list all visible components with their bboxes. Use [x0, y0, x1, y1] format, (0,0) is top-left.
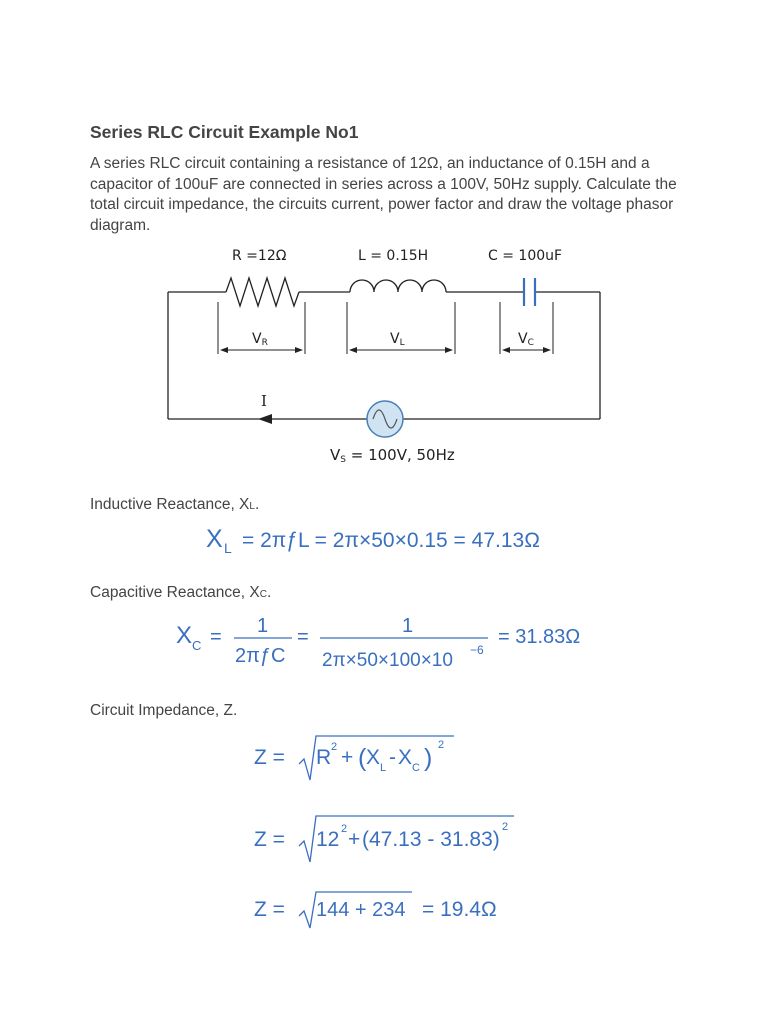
- svg-text:-: -: [389, 746, 396, 769]
- current-label: I: [261, 392, 267, 410]
- xc-equation: [170, 608, 610, 678]
- z-formula: [252, 728, 482, 788]
- svg-text:VR: VR: [252, 331, 268, 348]
- circuit-diagram: [160, 244, 610, 469]
- svg-text:12: 12: [316, 828, 340, 851]
- svg-text:144 + 234: 144 + 234: [316, 899, 406, 921]
- z-heading: Circuit Impedance, Z.: [90, 702, 238, 719]
- svg-text:C: C: [192, 638, 202, 653]
- vc-label: V: [518, 331, 528, 347]
- svg-text:2: 2: [331, 741, 338, 753]
- xl-heading: Inductive Reactance, XL.: [90, 496, 260, 513]
- svg-text:2πƒC: 2πƒC: [235, 645, 286, 667]
- problem-statement: A series RLC circuit containing a resistance of 12Ω, an inductance of 0.15H and a capacitor of 100uF are connected in series across a 100V, 50Hz supply. Calculate the total circuit impedance, the circuits current, power factor and draw the voltage phasor diagram.: [90, 155, 677, 234]
- svg-text:Z =: Z =: [254, 828, 285, 851]
- svg-text:L: L: [224, 540, 232, 556]
- svg-text:= 19.4Ω: = 19.4Ω: [422, 898, 497, 921]
- svg-text:L: L: [380, 762, 387, 774]
- source-label: V: [330, 446, 341, 464]
- svg-text:Z =: Z =: [254, 746, 285, 769]
- vl-label: V: [390, 331, 400, 347]
- svg-text:C: C: [412, 762, 420, 774]
- page-title: Series RLC Circuit Example No1: [90, 122, 359, 142]
- resistor-zigzag: [226, 278, 299, 306]
- svg-text:VL: VL: [390, 331, 405, 348]
- svg-text:VC: VC: [518, 331, 534, 348]
- svg-text:(: (: [358, 744, 367, 772]
- svg-text:=: =: [297, 626, 309, 648]
- svg-text:= 2πƒL = 2π×50×0.15 = 47.13Ω: = 2πƒL = 2π×50×0.15 = 47.13Ω: [242, 529, 540, 552]
- svg-text:2π×50×100×10: 2π×50×100×10: [322, 650, 453, 671]
- inductor-coil: [350, 280, 446, 292]
- svg-text:X: X: [176, 622, 193, 649]
- xl-equation: [200, 520, 580, 560]
- svg-text:2: 2: [341, 823, 348, 835]
- svg-text:=: =: [210, 626, 222, 648]
- svg-text:1: 1: [402, 615, 414, 637]
- svg-text:+: +: [341, 746, 354, 769]
- svg-text:VS = 100V, 50Hz: VS = 100V, 50Hz: [330, 446, 455, 465]
- svg-text:= 31.83Ω: = 31.83Ω: [498, 626, 581, 648]
- svg-text:1: 1: [257, 615, 269, 637]
- svg-text:X: X: [206, 525, 223, 553]
- svg-text:X: X: [366, 746, 381, 769]
- svg-text:): ): [424, 744, 433, 772]
- z-result: [252, 888, 532, 938]
- svg-text:Z =: Z =: [254, 898, 285, 921]
- svg-text:+: +: [348, 828, 361, 851]
- xc-heading: Capacitive Reactance, XC.: [90, 584, 272, 601]
- z-substitution: [252, 808, 532, 868]
- vr-label: V: [252, 331, 262, 347]
- resistor-label: R =12Ω: [232, 248, 287, 264]
- capacitor-label: C = 100uF: [488, 248, 563, 264]
- svg-text:2: 2: [502, 821, 509, 833]
- svg-text:(47.13 - 31.83): (47.13 - 31.83): [362, 828, 500, 851]
- svg-text:R: R: [316, 746, 332, 769]
- svg-text:2: 2: [438, 739, 445, 751]
- svg-text:X: X: [398, 746, 413, 769]
- svg-text:−6: −6: [470, 643, 484, 657]
- inductor-label: L = 0.15H: [358, 248, 429, 264]
